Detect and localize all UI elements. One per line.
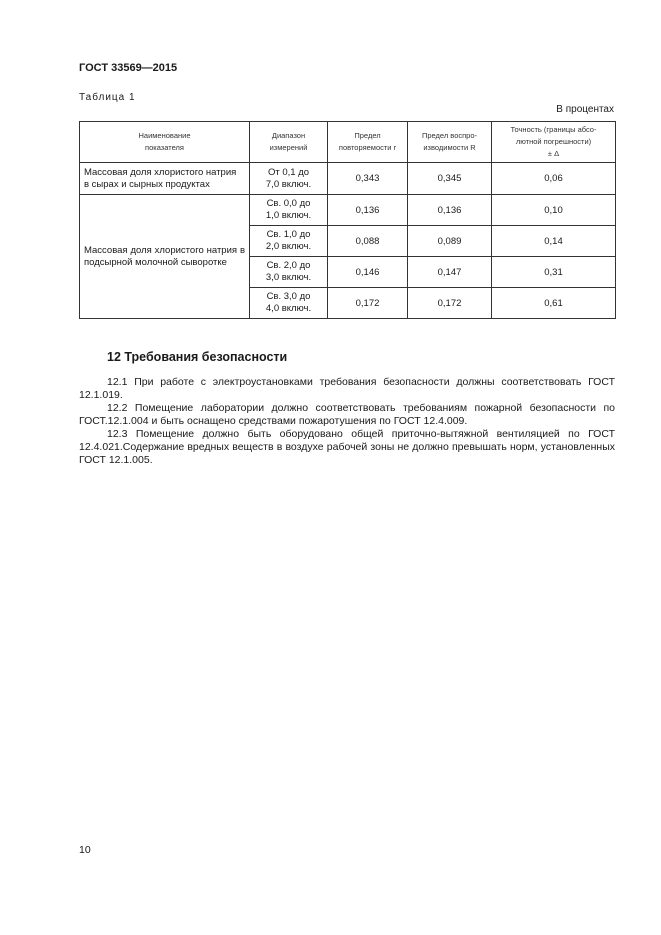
page-number: 10 — [79, 844, 91, 856]
indicator-name-cell: Массовая доля хлористого натрия в сырах и сырных продуктах — [80, 163, 250, 195]
section-title: 12 Требования безопасности — [107, 350, 288, 364]
accuracy-cell: 0,61 — [492, 288, 616, 319]
repeatability-cell: 0,146 — [328, 257, 408, 288]
paragraph-12-1: 12.1 При работе с электроустановками требования безопасности должны соответствовать ГОСТ 12.1.019. — [79, 376, 615, 401]
column-header-reproducibility: Предел воспро- изводимости R — [408, 122, 492, 163]
table-row — [80, 163, 616, 195]
range-cell: Св. 3,0 до 4,0 включ. — [250, 288, 328, 319]
table-row — [80, 195, 616, 226]
reproducibility-cell: 0,345 — [408, 163, 492, 195]
repeatability-cell: 0,343 — [328, 163, 408, 195]
repeatability-cell: 0,088 — [328, 226, 408, 257]
indicator-name-cell: Массовая доля хлористого натрия в подсырной молочной сыворотке — [80, 195, 250, 319]
table-label: Таблица 1 — [79, 92, 136, 103]
reproducibility-cell: 0,089 — [408, 226, 492, 257]
column-header-repeatability: Предел повторяемости r — [328, 122, 408, 163]
range-cell: Св. 2,0 до 3,0 включ. — [250, 257, 328, 288]
data-table — [79, 121, 616, 319]
column-header-indicator: Наименование показателя — [80, 122, 250, 163]
document-header: ГОСТ 33569—2015 — [79, 62, 178, 74]
repeatability-cell: 0,136 — [328, 195, 408, 226]
repeatability-cell: 0,172 — [328, 288, 408, 319]
table-header-row — [80, 122, 616, 163]
reproducibility-cell: 0,147 — [408, 257, 492, 288]
column-header-range: Диапазон измерений — [250, 122, 328, 163]
accuracy-cell: 0,31 — [492, 257, 616, 288]
table-units: В процентах — [556, 104, 614, 115]
paragraph-12-2: 12.2 Помещение лаборатории должно соответствовать требованиям пожарной безопасности по ГОСТ.12.1.004 и быть оснащено средствами пожаротушения по ГОСТ 12.4.009. — [79, 402, 615, 427]
range-cell: Св. 0,0 до 1,0 включ. — [250, 195, 328, 226]
reproducibility-cell: 0,172 — [408, 288, 492, 319]
column-header-accuracy: Точность (границы абсо- лютной погрешности) ± Δ — [492, 122, 616, 163]
accuracy-cell: 0,10 — [492, 195, 616, 226]
range-cell: От 0,1 до 7,0 включ. — [250, 163, 328, 195]
paragraph-12-3: 12.3 Помещение должно быть оборудовано общей приточно-вытяжной вентиляцией по ГОСТ 12.4.021.Содержание вредных веществ в воздухе рабочей зоны не должно превышать норм, установленных ГОСТ 12.1.005. — [79, 428, 615, 466]
accuracy-cell: 0,14 — [492, 226, 616, 257]
accuracy-cell: 0,06 — [492, 163, 616, 195]
range-cell: Св. 1,0 до 2,0 включ. — [250, 226, 328, 257]
reproducibility-cell: 0,136 — [408, 195, 492, 226]
